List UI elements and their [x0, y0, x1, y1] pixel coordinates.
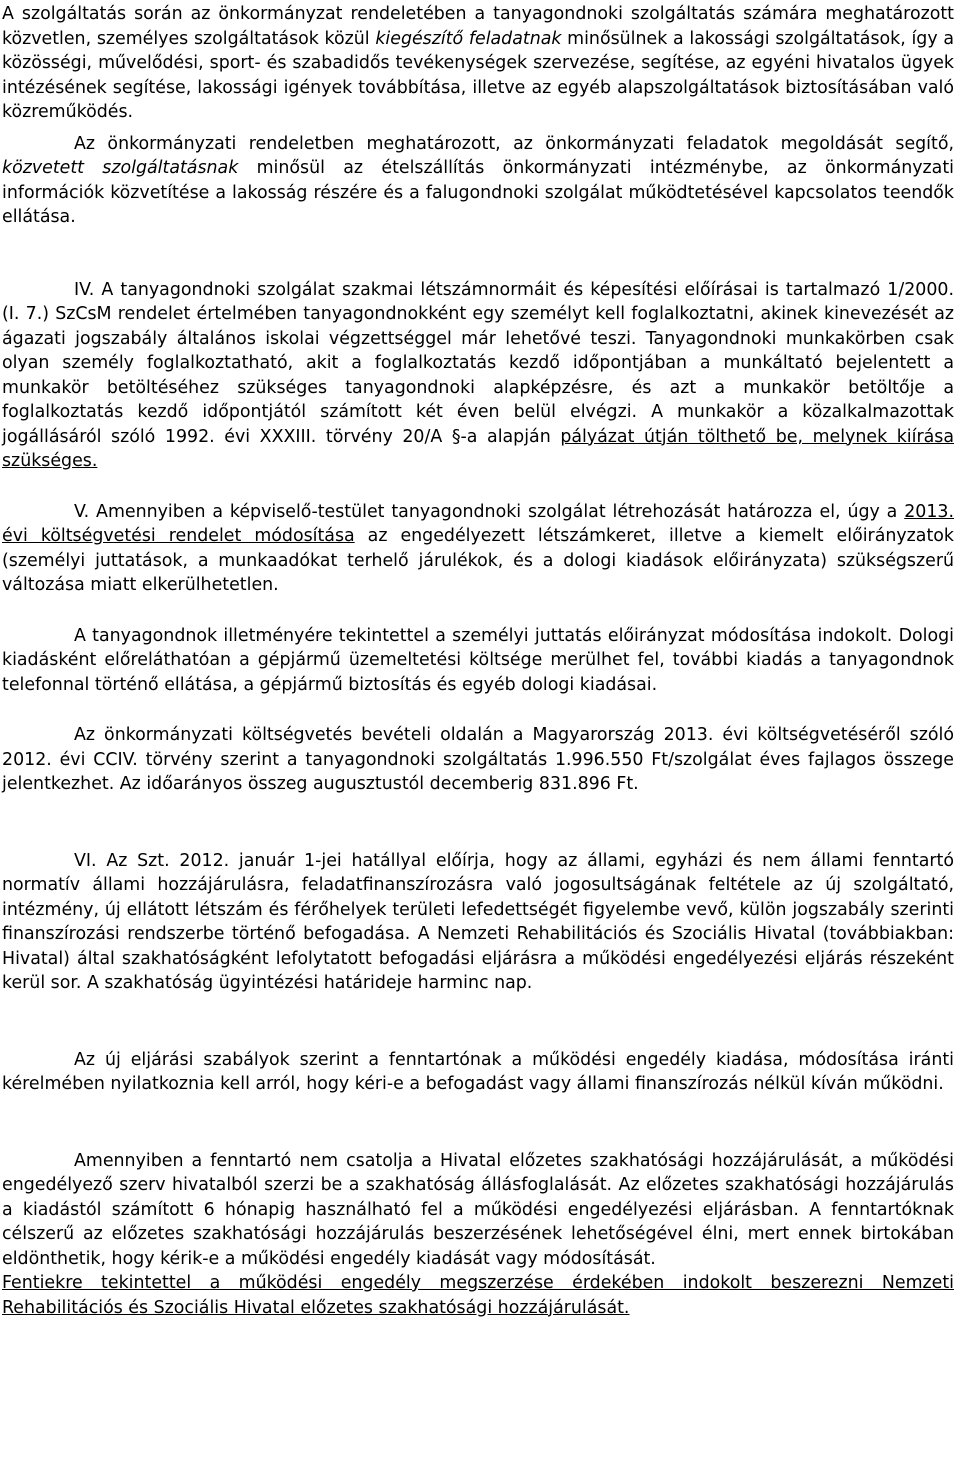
paragraph-prior-approval: Amennyiben a fenntartó nem csatolja a Hivatal előzetes szakhatósági hozzájárulását, a működési engedélyező szerv hivatalból szerzi be a szakhatóság állásfoglalását. Az előzetes szakhatósági hozzájárulás a kiadástól számított 6 hónapig használható fel a működési engedélyezési eljárásban. A fenntartóknak célszerű az előzetes szakhatósági hozzájárulás beszerzésének lehetőségével élni, mert ennek birtokában eldönthetik, hogy kérik-e a működési engedély kiadását vagy módosítását. [2, 1150, 954, 1269]
paragraph-text: az engedélyezett létszámkeret, illetve a kiemelt előirányzatok (személyi juttatások, a munkaadókat terhelő járulékok, és a dologi kiadások előirányzata) szükségszerű változása miatt elkerülhetetlen. [2, 526, 954, 595]
paragraph-indirect-services [2, 132, 954, 230]
underlined-text: 2013. évi költségvetési rendelet módosítása [2, 501, 954, 546]
emphasis-text: közvetett szolgáltatásnak [2, 158, 239, 178]
paragraph-budget-revenue: Az önkormányzati költségvetés bevételi oldalán a Magyarország 2013. évi költségvetéséről szóló 2012. évi CCIV. törvény szerint a tanyagondnoki szolgáltatás 1.996.550 Ft/szolgálat éves fajlagos összege jelentkezhet. Az időarányos összeg augusztustól decemberig 831.896 Ft. [2, 725, 954, 794]
paragraph-text: V. Amennyiben a képviselő-testület tanyagondnoki szolgálat létrehozását határozza el, úgy a [74, 501, 905, 522]
paragraph-text: minősülnek a lakossági szolgáltatások, így a közösségi, művelődési, sport- és szabadidős tevékenységek szervezése, segítése, az egyéni hivatalos ügyek intézésének segítése, lakossági igények továbbítása, illetve az egyéb alapszolgáltatások biztosításában való közreműködés. [2, 28, 954, 122]
paragraph-text: IV. A tanyagondnoki szolgálat szakmai létszámnormáit és képesítési előírásai is tartalmazó 1/2000. (I. 7.) SzCsM rendelet értelmében tanyagondnokként egy személyt kell foglalkoztatni, akinek kinevezését az ágazati jogszabály általános iskolai végzettséggel már lehetővé teszi. Tanyagondnoki munkakörben csak olyan személy foglalkoztatható, akit a foglalkoztatás kezdő időpontjában a munkáltató bejelentett a munkakör betöltéséhez szükséges tanyagondnoki alapképzésre, és azt a munkakör betöltője a foglalkoztatás kezdő időpontjától számított két éven belül elvégzi. A munkakör a közalkalmazottak jogállásáról szóló 1992. évi XXXIII. törvény 20/A §-a alapján [2, 279, 954, 447]
paragraph-text: A szolgáltatás során az önkormányzat rendeletében a tanyagondnoki szolgáltatás számára meghatározott közvetlen, személyes szolgáltatások közül [2, 4, 954, 49]
paragraph-section-vi: VI. Az Szt. 2012. január 1-jei hatállyal előírja, hogy az állami, egyházi és nem állami fenntartó normatív állami hozzájárulásra, feladatfinanszírozásra való jogosultságának feltétele az új szolgáltató, intézmény, új ellátott létszám és férőhelyek területi lefedettségét figyelembe vevő, külön jogszabály szerinti finanszírozási rendszerbe történő befogadása. A Nemzeti Rehabilitációs és Szociális Hivatal (továbbiakban: Hivatal) által szakhatóságként lefolytatott befogadási eljárásra a működési engedélyezési eljárás részeként kerül sor. A szakhatóság ügyintézési határideje harminc nap. [2, 850, 954, 993]
underlined-text: pályázat útján tölthető be, melynek kiírása szükséges. [2, 426, 954, 471]
paragraph-conclusion: Fentiekre tekintettel a működési engedély megszerzése érdekében indokolt beszerezni Nemzeti Rehabilitációs és Szociális Hivatal előzetes szakhatósági hozzájárulását. [2, 1273, 954, 1318]
emphasis-text: kiegészítő feladatnak [375, 28, 562, 49]
paragraph-salary: A tanyagondnok illetményére tekintettel a személyi juttatás előirányzat módosítása indokolt. Dologi kiadásként előreláthatóan a gépjármű üzemeltetési költsége merülhet fel, további kiadás a tanyagondnok telefonnal történő ellátása, a gépjármű biztosítás és egyéb dologi kiadásai. [2, 625, 954, 695]
paragraph-new-procedure: Az új eljárási szabályok szerint a fenntartónak a működési engedély kiadása, módosítása iránti kérelmében nyilatkoznia kell arról, hogy kéri-e a befogadást vagy állami finanszírozás nélkül kíván működni. [2, 1049, 954, 1094]
paragraph-complementary-services [2, 2, 954, 125]
paragraph-text: Az önkormányzati rendeletben meghatározott, az önkormányzati feladatok megoldását segítő, [74, 133, 954, 154]
paragraph-text: minősül az ételszállítás önkormányzati intézménybe, az önkormányzati információk közvetítése a lakosság részére és a falugondnoki szolgálat működtetésével kapcsolatos teendők ellátása. [2, 158, 954, 227]
paragraph-section-v [2, 500, 954, 598]
paragraph-section-iv [2, 278, 954, 474]
